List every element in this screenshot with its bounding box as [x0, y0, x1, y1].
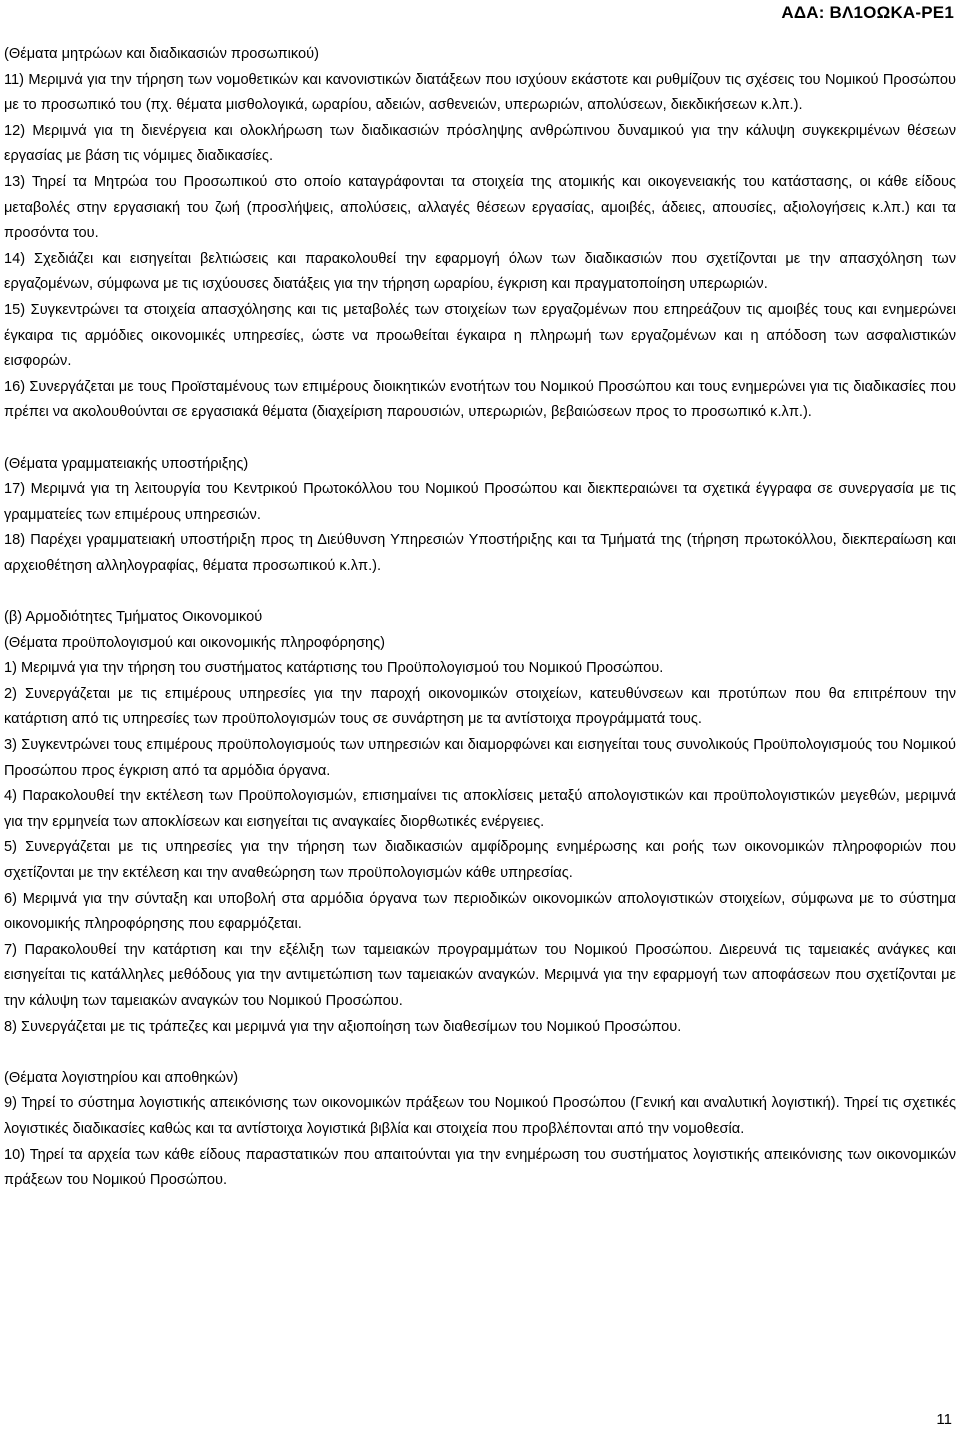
paragraph: 8) Συνεργάζεται με τις τράπεζες και μεριμνά για την αξιοποίηση των διαθεσίμων του Νομικού Προσώπου. — [4, 1018, 682, 1035]
blank-line — [4, 579, 956, 605]
paragraph: 14) Σχεδιάζει και εισηγείται βελτιώσεις και παρακολουθεί την εφαρμογή όλων των διαδικασιών που σχετίζονται με την απασχόληση των εργαζομένων, σύμφωνα με τις ισχύουσες διατάξεις για την τήρηση ωραρίου, έγκριση και πραγματοποίηση υπερωριών. — [4, 250, 956, 293]
paragraph: 2) Συνεργάζεται με τις επιμέρους υπηρεσίες για την παροχή οικονομικών στοιχείων, κατευθύνσεων και προτύπων που θα επιτρέπουν την κατάρτιση από τις υπηρεσίες των προϋπολογισμών τους σε συνάρτηση με τα αντίστοιχα προγράμματά τους. — [4, 685, 956, 728]
paragraph: 16) Συνεργάζεται με τους Προϊσταμένους των επιμέρους διοικητικών ενοτήτων του Νομικού Προσώπου και τους ενημερώνει για τις διαδικασίες που πρέπει να ακολουθούνται σε εργασιακά θέματα (διαχείριση παρουσιών, υπερωριών, βεβαιώσεων προς το προσωπικό κ.λπ.). — [4, 378, 956, 421]
paragraph: 5) Συνεργάζεται με τις υπηρεσίες για την τήρηση των διαδικασιών αμφίδρομης ενημέρωσης και ροής των οικονομικών πληροφοριών που σχετίζονται με την εκτέλεση και την αναθεώρηση των προϋπολογισμών κάθε υπηρεσίας. — [4, 839, 956, 881]
paragraph: 3) Συγκεντρώνει τους επιμέρους προϋπολογισμούς των υπηρεσιών και διαμορφώνει και εισηγείται τους συνολικούς Προϋπολογισμούς του Νομικού Προσώπου προς έγκριση από τα αρμόδια όργανα. — [4, 737, 956, 779]
paragraph: 9) Τηρεί το σύστημα λογιστικής απεικόνισης των οικονομικών πράξεων του Νομικού Προσώπου (Γενική και αναλυτική λογιστική). Τηρεί τις σχετικές λογιστικές διαδικασίες καθώς και τα αντίστοιχα λογιστικά βιβλία και στοιχεία που προβλέπονται από την νομοθεσία. — [4, 1095, 956, 1137]
paragraph: 15) Συγκεντρώνει τα στοιχεία απασχόλησης και τις μεταβολές των στοιχείων των εργαζομένων που επηρεάζουν τις αμοιβές τους και ενημερώνει έγκαιρα τις αρμόδιες οικονομικές υπηρεσίες, ώστε να προωθείται έγκαιρα η πληρωμή των εργαζομένων και η απόδοση των ασφαλιστικών εισφορών. — [4, 301, 956, 370]
paragraph: 11) Μεριμνά για την τήρηση των νομοθετικών και κανονιστικών διατάξεων που ισχύουν εκάστοτε και ρυθμίζουν τις σχέσεις του Νομικού Προσώπου με το προσωπικό του (πχ. θέματα μισθολογικά, ωραρίου, αδειών, ασθενειών, υπερωριών, απολύσεων, διεκδικήσεων κ.λπ.). — [4, 71, 956, 114]
paragraph: 4) Παρακολουθεί την εκτέλεση των Προϋπολογισμών, επισημαίνει τις αποκλίσεις μεταξύ απολογιστικών και προϋπολογιστικών μεγεθών, μεριμνά για την ερμηνεία των αποκλίσεων και εισηγείται τις αναγκαίες διορθωτικές ενέργειες. — [4, 788, 956, 830]
section-heading: (β) Αρμοδιότητες Τμήματος Οικονομικού — [4, 609, 263, 626]
ada-code: ΑΔΑ: ΒΛ1ΟΩΚΑ-ΡΕ1 — [781, 3, 954, 22]
paragraph: 17) Μεριμνά για τη λειτουργία του Κεντρικού Πρωτοκόλλου του Νομικού Προσώπου και διεκπεραιώνει τα σχετικά έγγραφα σε συνεργασία με τις γραμματείες των επιμέρους υπηρεσιών. — [4, 481, 956, 523]
paragraph: 12) Μεριμνά για τη διενέργεια και ολοκλήρωση των διαδικασιών πρόσληψης ανθρώπινου δυναμικού για την κάλυψη συγκεκριμένων θέσεων εργασίας με βάση τις νόμιμες διαδικασίες. — [4, 122, 956, 165]
paragraph: 6) Μεριμνά για την σύνταξη και υποβολή στα αρμόδια όργανα των περιοδικών οικονομικών απολογιστικών στοιχείων, σύμφωνα με το σύστημα οικονομικής πληροφόρησης που εφαρμόζεται. — [4, 890, 956, 933]
paragraph: 18) Παρέχει γραμματειακή υποστήριξη προς τη Διεύθυνση Υπηρεσιών Υποστήριξης και τα Τμήματά της (τήρηση πρωτοκόλλου, διεκπεραίωση και αρχειοθέτηση αλληλογραφίας, θέματα προσωπικού κ.λπ.). — [4, 532, 956, 574]
paragraph: 13) Τηρεί τα Μητρώα του Προσωπικού στο οποίο καταγράφονται τα στοιχεία της ατομικής και οικογενειακής του κατάστασης, οι κάθε είδους μεταβολές στην εργασιακή του ζωή (προσλήψεις, απολύσεις, αλλαγές θέσεων εργασίας, αμοιβές, άδειες, απουσίες, αξιολογήσεις κ.λπ.) και τα προσόντα του. — [4, 173, 956, 242]
section-heading: (Θέματα γραμματειακής υποστήριξης) — [4, 455, 249, 472]
document-body — [4, 42, 956, 1194]
page-number: 11 — [936, 1411, 952, 1428]
paragraph: 1) Μεριμνά για την τήρηση του συστήματος κατάρτισης του Προϋπολογισμού του Νομικού Προσώπου. — [4, 660, 664, 677]
section-heading: (Θέματα προϋπολογισμού και οικονομικής πληροφόρησης) — [4, 634, 386, 651]
blank-line — [4, 426, 956, 452]
paragraph: 7) Παρακολουθεί την κατάρτιση και την εξέλιξη των ταμειακών προγραμμάτων του Νομικού Προσώπου. Διερευνά τις ταμειακές ανάγκες και εισηγείται τις κατάλληλες μεθόδους για την αντιμετώπιση των ταμειακών αναγκών. Μεριμνά για την εφαρμογή των αποφάσεων που σχετίζονται με την κάλυψη των ταμειακών αναγκών του Νομικού Προσώπου. — [4, 941, 956, 1009]
paragraph: 10) Τηρεί τα αρχεία των κάθε είδους παραστατικών που απαιτούνται για την ενημέρωση του συστήματος λογιστικής απεικόνισης των οικονομικών πράξεων του Νομικού Προσώπου. — [4, 1146, 956, 1189]
paragraph: (Θέματα μητρώων και διαδικασιών προσωπικού) — [4, 46, 319, 62]
blank-line — [4, 1040, 956, 1066]
section-heading: (Θέματα λογιστηρίου και αποθηκών) — [4, 1069, 239, 1086]
